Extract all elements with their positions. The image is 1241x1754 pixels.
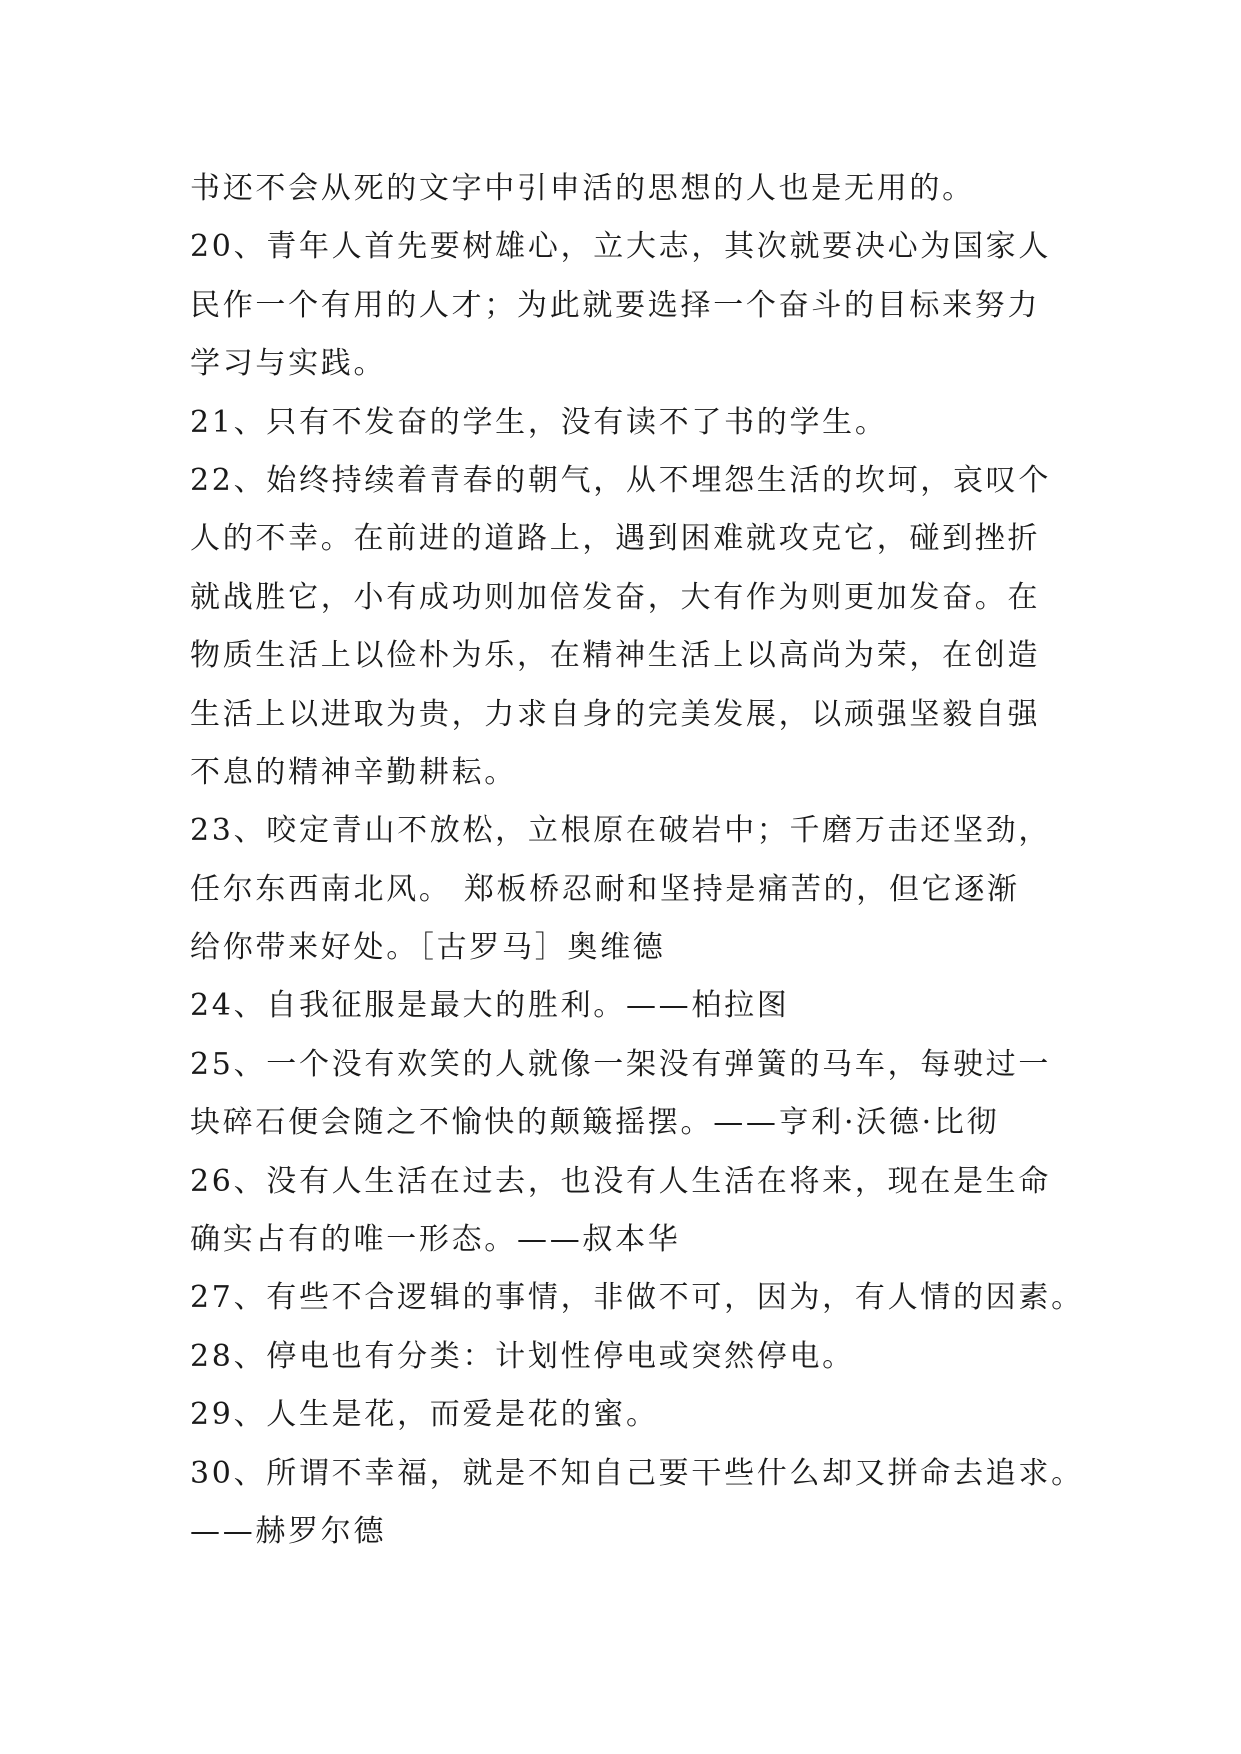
text-line: 学习与实践。 xyxy=(190,346,387,382)
text-line: 28、停电也有分类：计划性停电或突然停电。 xyxy=(190,1338,855,1374)
text-line: 确实占有的唯一形态。——叔本华 xyxy=(190,1222,681,1258)
text-line: 人的不幸。在前进的道路上，遇到困难就攻克它，碰到挫折 xyxy=(190,521,1041,557)
text-line: 20、青年人首先要树雄心，立大志，其次就要决心为国家人 xyxy=(190,229,1052,265)
text-line: 任尔东西南北风。 郑板桥忍耐和坚持是痛苦的，但它逐渐 xyxy=(190,871,1020,907)
text-line: 就战胜它，小有成功则加倍发奋，大有作为则更加发奋。在 xyxy=(190,579,1041,615)
text-line: 书还不会从死的文字中引申活的思想的人也是无用的。 xyxy=(190,171,975,206)
text-line: 民作一个有用的人才；为此就要选择一个奋斗的目标来努力 xyxy=(190,287,1041,323)
text-line: 30、所谓不幸福，就是不知自己要干些什么却又拼命去追求。 xyxy=(190,1455,1084,1491)
text-line: 26、没有人生活在过去，也没有人生活在将来，现在是生命 xyxy=(190,1163,1052,1199)
text-line: 不息的精神辛勤耕耘。 xyxy=(190,754,517,790)
text-line: 生活上以进取为贵，力求自身的完美发展，以顽强坚毅自强 xyxy=(190,696,1041,732)
text-line: 27、有些不合逻辑的事情，非做不可，因为，有人情的因素。 xyxy=(190,1280,1084,1316)
text-line: 23、咬定青山不放松，立根原在破岩中；千磨万击还坚劲， xyxy=(190,813,1052,849)
text-line: 29、人生是花，而爱是花的蜜。 xyxy=(190,1397,659,1433)
text-line: 块碎石便会随之不愉快的颠簸摇摆。——亨利·沃德·比彻 xyxy=(190,1105,1000,1141)
text-line: ——赫罗尔德 xyxy=(190,1513,387,1549)
text-line: 给你带来好处。［古罗马］奥维德 xyxy=(190,930,666,966)
text-line: 物质生活上以俭朴为乐，在精神生活上以高尚为荣，在创造 xyxy=(190,638,1041,674)
text-line: 24、自我征服是最大的胜利。——柏拉图 xyxy=(190,988,790,1024)
text-line: 22、始终持续着青春的朝气，从不埋怨生活的坎坷，哀叹个 xyxy=(190,462,1052,498)
text-line: 21、只有不发奋的学生，没有读不了书的学生。 xyxy=(190,404,888,440)
text-line: 25、一个没有欢笑的人就像一架没有弹簧的马车，每驶过一 xyxy=(190,1046,1052,1082)
document-body xyxy=(190,160,1084,1561)
